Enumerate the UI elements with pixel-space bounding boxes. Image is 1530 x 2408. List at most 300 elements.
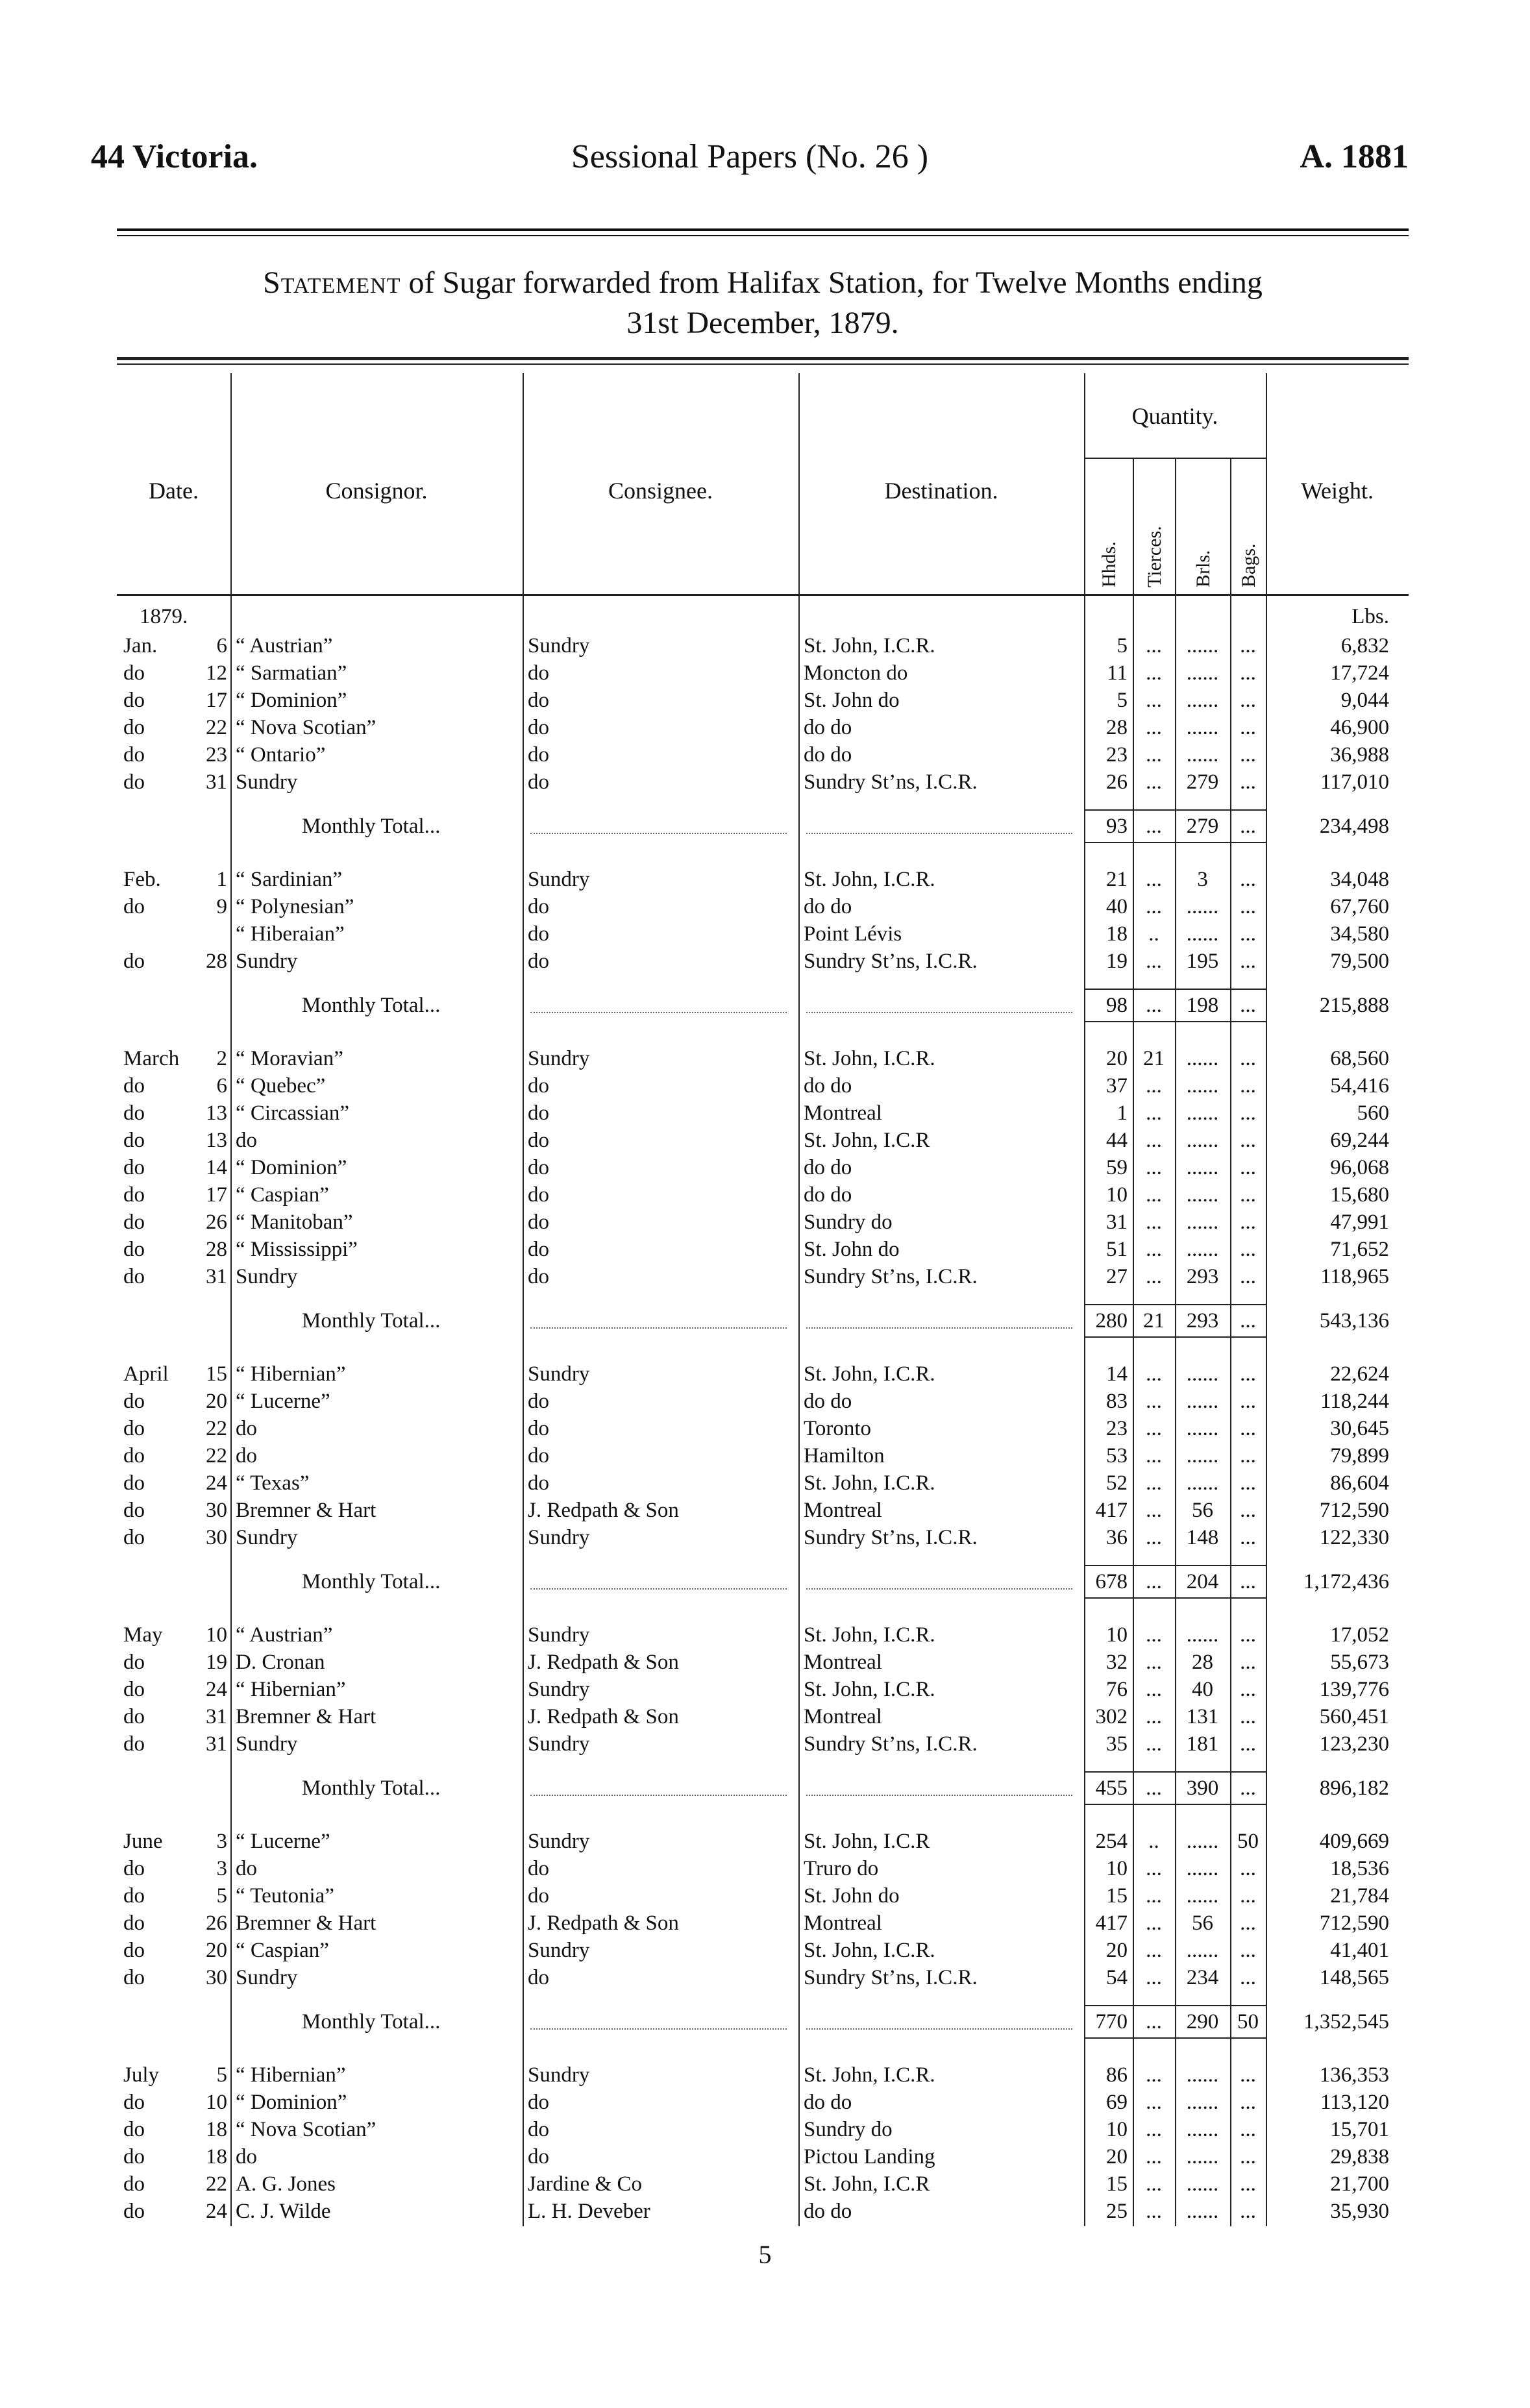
leader-dots	[530, 1313, 787, 1329]
row-consignor: “ Sardinian”	[236, 868, 343, 891]
row-bags: ...	[1240, 1651, 1256, 1674]
row-consignor: “ Dominion”	[236, 1156, 347, 1179]
row-bags: ...	[1240, 895, 1256, 918]
row-month: do	[123, 1857, 145, 1880]
row-tierces: ...	[1146, 1732, 1162, 1756]
weight-unit-label: Lbs.	[1351, 605, 1389, 628]
row-tierces: ...	[1146, 1362, 1162, 1386]
running-head-center: Sessional Papers (No. 26 )	[571, 138, 929, 175]
row-consignee: do	[528, 2145, 549, 2168]
row-hhds: 5	[1117, 689, 1128, 712]
row-tierces: ...	[1146, 1238, 1162, 1261]
row-bags: ...	[1240, 1156, 1256, 1179]
row-tierces: ...	[1146, 1499, 1162, 1522]
row-destination: St. John do	[804, 1884, 900, 1908]
row-bags: ...	[1240, 815, 1256, 838]
row-brls: 181	[1186, 1732, 1219, 1756]
row-tierces: ...	[1146, 895, 1162, 918]
row-month: do	[123, 2172, 145, 2196]
row-tierces: ...	[1146, 1526, 1162, 1549]
row-weight: 896,182	[1319, 1776, 1389, 1800]
monthly-total-label: Monthly Total...	[302, 2010, 441, 2033]
leader-dots	[806, 1574, 1072, 1590]
row-tierces: ...	[1146, 2145, 1162, 2168]
row-bags: ...	[1240, 1776, 1256, 1800]
subtotal-rule	[1084, 989, 1266, 990]
row-month: do	[123, 1705, 145, 1728]
row-hhds: 417	[1095, 1499, 1128, 1522]
row-consignee: do	[528, 1857, 549, 1880]
row-weight: 68,560	[1330, 1047, 1389, 1070]
row-destination: Hamilton	[804, 1444, 885, 1468]
row-consignee: do	[528, 1210, 549, 1234]
row-month: do	[123, 1101, 145, 1125]
row-bags: ...	[1240, 1129, 1256, 1152]
row-bags: ...	[1240, 1183, 1256, 1207]
column-header-consignee: Consignee.	[608, 478, 713, 504]
row-tierces: ...	[1146, 1570, 1162, 1593]
row-hhds: 11	[1107, 661, 1128, 685]
row-month: do	[123, 1678, 145, 1701]
row-tierces: 21	[1143, 1309, 1165, 1333]
row-brls: ......	[1186, 1444, 1219, 1468]
row-tierces: ...	[1146, 1444, 1162, 1468]
row-weight: 543,136	[1319, 1309, 1389, 1333]
row-bags: ...	[1240, 1526, 1256, 1549]
row-consignor: Sundry	[236, 950, 298, 973]
row-consignee: do	[528, 716, 549, 739]
row-day: 28	[206, 950, 227, 973]
row-hhds: 417	[1095, 1911, 1128, 1935]
row-consignor: “ Austrian”	[236, 1623, 333, 1647]
leader-dots	[806, 2014, 1072, 2030]
row-consignor: A. G. Jones	[236, 2172, 336, 2196]
row-tierces: ...	[1146, 994, 1162, 1017]
row-hhds: 20	[1106, 2145, 1128, 2168]
page-title	[114, 263, 1412, 343]
row-brls: ......	[1186, 1183, 1219, 1207]
leader-dots	[530, 2014, 787, 2030]
row-weight: 113,120	[1320, 2091, 1389, 2114]
row-hhds: 1	[1117, 1101, 1128, 1125]
row-day: 20	[206, 1390, 227, 1413]
row-day: 31	[206, 770, 227, 794]
row-bags: ...	[1240, 1966, 1256, 1989]
row-weight: 21,784	[1330, 1884, 1389, 1908]
row-destination: St. John, I.C.R.	[804, 1362, 935, 1386]
row-day: 31	[206, 1265, 227, 1288]
row-consignor: “ Hibernian”	[236, 1362, 346, 1386]
row-destination: Sundry St’ns, I.C.R.	[804, 1526, 978, 1549]
row-hhds: 53	[1106, 1444, 1128, 1468]
row-month: do	[123, 2091, 145, 2114]
row-consignor: “ Circassian”	[236, 1101, 350, 1125]
row-consignee: do	[528, 1129, 549, 1152]
row-consignee: do	[528, 1417, 549, 1440]
row-month: do	[123, 1210, 145, 1234]
row-month: do	[123, 2200, 145, 2223]
row-day: 22	[206, 716, 227, 739]
row-tierces: ...	[1146, 2200, 1162, 2223]
row-bags: 50	[1237, 2010, 1259, 2033]
row-tierces: ...	[1146, 815, 1162, 838]
row-day: 18	[206, 2145, 227, 2168]
row-weight: 409,669	[1319, 1830, 1389, 1853]
row-month: do	[123, 1471, 145, 1495]
row-tierces: ...	[1146, 1471, 1162, 1495]
running-head-right: A. 1881	[1300, 138, 1409, 175]
row-consignee: do	[528, 895, 549, 918]
row-destination: Sundry do	[804, 1210, 893, 1234]
leader-dots	[806, 1313, 1072, 1329]
row-month: Jan.	[123, 634, 158, 657]
row-month: do	[123, 1884, 145, 1908]
row-tierces: ...	[1146, 634, 1162, 657]
row-hhds: 770	[1095, 2010, 1128, 2033]
row-brls: ......	[1186, 2200, 1219, 2223]
row-tierces: ...	[1146, 2010, 1162, 2033]
row-tierces: ...	[1146, 1417, 1162, 1440]
row-day: 31	[206, 1705, 227, 1728]
row-day: 15	[206, 1362, 227, 1386]
row-tierces: ...	[1146, 1129, 1162, 1152]
leader-dots	[806, 998, 1072, 1013]
row-destination: do do	[804, 2091, 852, 2114]
row-hhds: 98	[1106, 994, 1128, 1017]
row-hhds: 36	[1106, 1526, 1128, 1549]
row-weight: 1,172,436	[1303, 1570, 1389, 1593]
row-bags: ...	[1240, 1705, 1256, 1728]
row-bags: ...	[1240, 2200, 1256, 2223]
row-brls: ......	[1186, 1074, 1219, 1098]
subtotal-rule	[1084, 2005, 1266, 2006]
column-header-date: Date.	[149, 478, 199, 504]
row-weight: 47,991	[1330, 1210, 1389, 1234]
row-bags: ...	[1240, 2063, 1256, 2087]
row-consignor: Sundry	[236, 1265, 298, 1288]
row-destination: do do	[804, 716, 852, 739]
row-destination: Moncton do	[804, 661, 908, 685]
row-consignee: Sundry	[528, 1678, 590, 1701]
row-weight: 560	[1357, 1101, 1389, 1125]
row-bags: ...	[1240, 716, 1256, 739]
row-weight: 29,838	[1330, 2145, 1389, 2168]
row-brls: ......	[1186, 895, 1219, 918]
row-consignor: Bremner & Hart	[236, 1499, 376, 1522]
row-consignee: do	[528, 1390, 549, 1413]
row-weight: 71,652	[1330, 1238, 1389, 1261]
row-bags: ...	[1240, 1210, 1256, 1234]
row-month: do	[123, 1074, 145, 1098]
row-destination: St. John, I.C.R.	[804, 1939, 935, 1962]
row-bags: ...	[1240, 1444, 1256, 1468]
row-tierces: ...	[1146, 2063, 1162, 2087]
row-consignor: “ Manitoban”	[236, 1210, 353, 1234]
row-weight: 1,352,545	[1303, 2010, 1389, 2033]
row-consignee: do	[528, 1966, 549, 1989]
row-weight: 35,930	[1330, 2200, 1389, 2223]
row-bags: ...	[1240, 1265, 1256, 1288]
row-consignee: Sundry	[528, 1362, 590, 1386]
row-day: 22	[206, 1417, 227, 1440]
row-consignee: Sundry	[528, 1732, 590, 1756]
row-day: 18	[206, 2118, 227, 2141]
row-tierces: ...	[1146, 1265, 1162, 1288]
column-header-weight: Weight.	[1300, 478, 1374, 504]
row-day: 20	[206, 1939, 227, 1962]
row-consignor: C. J. Wilde	[236, 2200, 331, 2223]
row-day: 26	[206, 1210, 227, 1234]
row-tierces: ...	[1146, 1911, 1162, 1935]
row-brls: ......	[1186, 1471, 1219, 1495]
row-day: 2	[216, 1047, 227, 1070]
monthly-total-label: Monthly Total...	[302, 994, 441, 1017]
row-tierces: ...	[1146, 716, 1162, 739]
row-destination: Sundry St’ns, I.C.R.	[804, 1966, 978, 1989]
row-weight: 55,673	[1330, 1651, 1389, 1674]
row-weight: 15,701	[1330, 2118, 1389, 2141]
row-brls: ......	[1186, 689, 1219, 712]
row-day: 14	[206, 1156, 227, 1179]
header-bottom-rule	[117, 594, 1409, 596]
row-brls: 293	[1186, 1309, 1219, 1333]
row-brls: ......	[1186, 634, 1219, 657]
column-header-hhds: Hhds.	[1098, 541, 1120, 587]
row-month: do	[123, 1129, 145, 1152]
row-bags: ...	[1240, 634, 1256, 657]
row-destination: St. John, I.C.R.	[804, 1678, 935, 1701]
monthly-total-label: Monthly Total...	[302, 1776, 441, 1800]
running-head-left: 44 Victoria.	[91, 138, 258, 175]
row-weight: 22,624	[1330, 1362, 1389, 1386]
row-day: 23	[206, 743, 227, 767]
row-consignor: “ Nova Scotian”	[236, 2118, 376, 2141]
row-brls: ......	[1186, 1390, 1219, 1413]
row-brls: ......	[1186, 1417, 1219, 1440]
row-weight: 36,988	[1330, 743, 1389, 767]
row-destination: St. John, I.C.R	[804, 2172, 930, 2196]
row-brls: 293	[1186, 1265, 1219, 1288]
row-hhds: 52	[1106, 1471, 1128, 1495]
row-consignee: do	[528, 922, 549, 946]
subtotal-rule-bottom	[1084, 1021, 1266, 1022]
row-day: 1	[216, 868, 227, 891]
row-weight: 118,244	[1320, 1390, 1389, 1413]
leader-dots	[806, 818, 1072, 834]
row-consignee: Sundry	[528, 868, 590, 891]
row-bags: ...	[1240, 1471, 1256, 1495]
row-day: 17	[206, 1183, 227, 1207]
row-brls: ......	[1186, 2091, 1219, 2114]
row-weight: 34,048	[1330, 868, 1389, 891]
row-brls: 198	[1186, 994, 1219, 1017]
row-weight: 136,353	[1319, 2063, 1389, 2087]
row-consignor: Sundry	[236, 770, 298, 794]
row-destination: St. John, I.C.R.	[804, 1623, 935, 1647]
row-hhds: 10	[1106, 1623, 1128, 1647]
row-month: do	[123, 950, 145, 973]
row-tierces: ...	[1146, 2172, 1162, 2196]
row-brls: 148	[1186, 1526, 1219, 1549]
row-day: 5	[216, 2063, 227, 2087]
row-month: do	[123, 1265, 145, 1288]
row-tierces: ..	[1148, 1830, 1159, 1853]
row-bags: ...	[1240, 1101, 1256, 1125]
row-brls: 3	[1197, 868, 1208, 891]
row-weight: 712,590	[1319, 1911, 1389, 1935]
row-bags: ...	[1240, 1857, 1256, 1880]
row-hhds: 28	[1106, 716, 1128, 739]
row-day: 24	[206, 2200, 227, 2223]
row-consignee: do	[528, 2091, 549, 2114]
row-destination: St. John, I.C.R.	[804, 2063, 935, 2087]
row-hhds: 302	[1095, 1705, 1128, 1728]
row-brls: ......	[1186, 1623, 1219, 1647]
leader-dots	[530, 1780, 787, 1796]
row-destination: Montreal	[804, 1651, 882, 1674]
column-rule-consignee	[798, 373, 800, 2226]
row-month: do	[123, 1417, 145, 1440]
row-hhds: 678	[1095, 1570, 1128, 1593]
row-tierces: ...	[1146, 743, 1162, 767]
column-rule-date	[230, 373, 232, 2226]
row-brls: 28	[1192, 1651, 1213, 1674]
row-month: May	[123, 1623, 163, 1647]
row-destination: Toronto	[804, 1417, 872, 1440]
header-rule-thin	[117, 235, 1409, 236]
row-consignee: Sundry	[528, 1830, 590, 1853]
row-consignor: “ Hibernian”	[236, 1678, 346, 1701]
row-hhds: 10	[1106, 1183, 1128, 1207]
row-bags: ...	[1240, 1939, 1256, 1962]
row-consignor: “ Dominion”	[236, 689, 347, 712]
row-hhds: 26	[1106, 770, 1128, 794]
row-bags: ...	[1240, 1499, 1256, 1522]
row-consignee: J. Redpath & Son	[528, 1499, 679, 1522]
row-destination: Sundry St’ns, I.C.R.	[804, 1732, 978, 1756]
title-line-1: of Sugar forwarded from Halifax Station, for Twelve Months ending	[401, 265, 1263, 300]
row-tierces: ...	[1146, 1156, 1162, 1179]
row-brls: ......	[1186, 1857, 1219, 1880]
row-brls: ......	[1186, 716, 1219, 739]
column-header-bags: Bags.	[1237, 543, 1259, 587]
row-tierces: ...	[1146, 1651, 1162, 1674]
row-consignor: do	[236, 1857, 257, 1880]
row-tierces: ...	[1146, 1678, 1162, 1701]
row-destination: do do	[804, 743, 852, 767]
row-brls: 290	[1186, 2010, 1219, 2033]
row-weight: 117,010	[1320, 770, 1389, 794]
row-month: July	[123, 2063, 160, 2087]
row-month: do	[123, 1732, 145, 1756]
row-brls: ......	[1186, 1884, 1219, 1908]
row-month: do	[123, 895, 145, 918]
subtotal-rule	[1084, 809, 1266, 811]
row-hhds: 20	[1106, 1939, 1128, 1962]
row-destination: Sundry St’ns, I.C.R.	[804, 950, 978, 973]
row-brls: 390	[1186, 1776, 1219, 1800]
row-hhds: 10	[1106, 1857, 1128, 1880]
row-brls: 40	[1192, 1678, 1213, 1701]
subtotal-rule	[1084, 1771, 1266, 1773]
row-month: do	[123, 1651, 145, 1674]
row-hhds: 19	[1106, 950, 1128, 973]
row-brls: ......	[1186, 922, 1219, 946]
row-hhds: 23	[1106, 743, 1128, 767]
row-tierces: ...	[1146, 2091, 1162, 2114]
row-bags: ...	[1240, 1047, 1256, 1070]
row-consignee: Sundry	[528, 1047, 590, 1070]
row-hhds: 37	[1106, 1074, 1128, 1098]
row-consignee: do	[528, 1156, 549, 1179]
row-destination: St. John, I.C.R.	[804, 1047, 935, 1070]
row-hhds: 15	[1106, 1884, 1128, 1908]
row-hhds: 20	[1106, 1047, 1128, 1070]
row-hhds: 51	[1106, 1238, 1128, 1261]
row-destination: Truro do	[804, 1857, 879, 1880]
row-consignor: “ Caspian”	[236, 1183, 329, 1207]
row-month: April	[123, 1362, 169, 1386]
row-hhds: 35	[1106, 1732, 1128, 1756]
row-destination: do do	[804, 1156, 852, 1179]
row-hhds: 93	[1106, 815, 1128, 838]
row-consignee: do	[528, 1265, 549, 1288]
subtotal-rule	[1084, 1304, 1266, 1305]
row-destination: Pictou Landing	[804, 2145, 935, 2168]
row-consignor: “ Teutonia”	[236, 1884, 334, 1908]
row-bags: ...	[1240, 689, 1256, 712]
row-weight: 30,645	[1330, 1417, 1389, 1440]
row-consignee: do	[528, 1101, 549, 1125]
row-consignor: “ Caspian”	[236, 1939, 329, 1962]
row-brls: ......	[1186, 1362, 1219, 1386]
row-day: 5	[216, 1884, 227, 1908]
row-consignor: “ Quebec”	[236, 1074, 326, 1098]
row-destination: St. John, I.C.R	[804, 1830, 930, 1853]
row-consignor: do	[236, 1444, 257, 1468]
row-day: 13	[206, 1129, 227, 1152]
subtotal-rule-bottom	[1084, 842, 1266, 843]
column-header-consignor: Consignor.	[325, 478, 428, 504]
row-weight: 96,068	[1330, 1156, 1389, 1179]
row-brls: ......	[1186, 1156, 1219, 1179]
row-consignor: Bremner & Hart	[236, 1705, 376, 1728]
row-hhds: 86	[1106, 2063, 1128, 2087]
column-header-brls: Brls.	[1192, 550, 1214, 587]
row-consignor: “ Lucerne”	[236, 1390, 330, 1413]
row-bags: ...	[1240, 1390, 1256, 1413]
monthly-total-label: Monthly Total...	[302, 1309, 441, 1333]
row-weight: 67,760	[1330, 895, 1389, 918]
row-hhds: 69	[1106, 2091, 1128, 2114]
row-day: 3	[216, 1857, 227, 1880]
row-consignor: do	[236, 1417, 257, 1440]
row-consignee: Sundry	[528, 2063, 590, 2087]
row-tierces: ...	[1146, 770, 1162, 794]
row-consignee: Sundry	[528, 1939, 590, 1962]
row-bags: ...	[1240, 1309, 1256, 1333]
row-consignee: do	[528, 1238, 549, 1261]
leader-dots	[530, 1574, 787, 1590]
row-destination: do do	[804, 1390, 852, 1413]
row-destination: Point Lévis	[804, 922, 902, 946]
row-destination: Montreal	[804, 1911, 882, 1935]
row-day: 24	[206, 1471, 227, 1495]
row-consignor: “ Hiberaian”	[236, 922, 345, 946]
row-day: 22	[206, 1444, 227, 1468]
row-month: do	[123, 1911, 145, 1935]
row-month: do	[123, 1939, 145, 1962]
